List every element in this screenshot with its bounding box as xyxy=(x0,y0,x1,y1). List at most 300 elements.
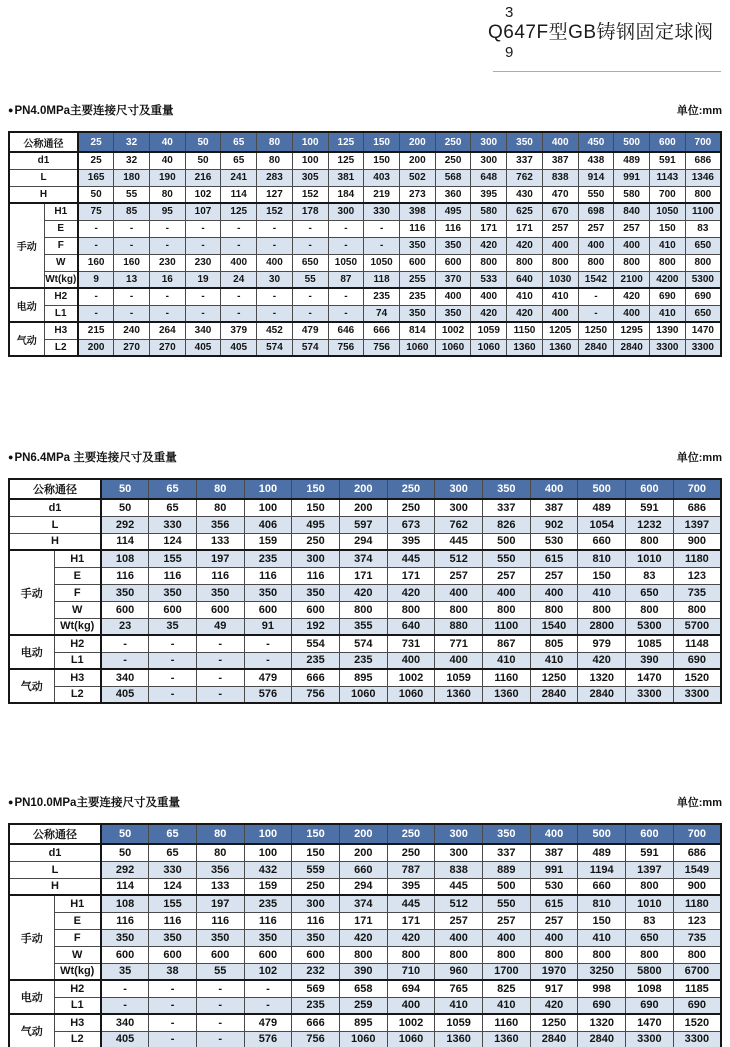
row-label: H1 xyxy=(54,550,101,567)
table-cell: - xyxy=(292,288,328,305)
table-cell: 400 xyxy=(435,584,483,601)
table-cell: 800 xyxy=(578,601,626,618)
table-host xyxy=(8,131,722,357)
table-cell: 55 xyxy=(292,271,328,288)
table-cell: 400 xyxy=(435,288,471,305)
table-cell: 257 xyxy=(435,567,483,584)
table-cell: 398 xyxy=(399,203,435,220)
table-cell: 1295 xyxy=(614,322,650,339)
table-cell: 554 xyxy=(292,635,340,652)
table-cell: - xyxy=(328,237,364,254)
table-cell: 65 xyxy=(149,844,197,861)
table-cell: 155 xyxy=(149,895,197,912)
table-row xyxy=(9,254,721,271)
table-cell: 889 xyxy=(483,861,531,878)
table-cell: 305 xyxy=(292,169,328,186)
table-cell: 1205 xyxy=(542,322,578,339)
table-cell: 600 xyxy=(149,601,197,618)
spec-table-pn4-0mpa xyxy=(8,131,722,357)
table-cell: 150 xyxy=(650,220,686,237)
table-cell: 800 xyxy=(530,601,578,618)
table-cell: 9 xyxy=(78,271,114,288)
table-cell: 5800 xyxy=(626,963,674,980)
table-cell: 65 xyxy=(221,152,257,169)
table-cell: 3300 xyxy=(673,686,721,703)
row-label: E xyxy=(54,912,101,929)
table-cell: 787 xyxy=(387,861,435,878)
table-cell: 902 xyxy=(530,516,578,533)
dn-column-header: 250 xyxy=(387,479,435,499)
table-cell: 420 xyxy=(471,237,507,254)
table-cell: 576 xyxy=(244,1031,292,1047)
table-cell: - xyxy=(196,1031,244,1047)
table-cell: - xyxy=(78,288,114,305)
table-cell: 800 xyxy=(578,946,626,963)
table-cell: - xyxy=(244,652,292,669)
table-cell: 16 xyxy=(149,271,185,288)
table-host xyxy=(8,478,722,704)
table-cell: - xyxy=(221,220,257,237)
table-cell: 479 xyxy=(292,322,328,339)
table-cell: 116 xyxy=(149,567,197,584)
table-cell: 420 xyxy=(614,288,650,305)
table-cell: 235 xyxy=(339,652,387,669)
table-cell: - xyxy=(221,237,257,254)
table-cell: 337 xyxy=(483,499,531,516)
table-cell: 294 xyxy=(339,878,387,895)
table-cell: 410 xyxy=(650,305,686,322)
table-cell: 1160 xyxy=(483,1014,531,1031)
table-cell: 1520 xyxy=(673,669,721,686)
table-header-row xyxy=(9,132,721,152)
table-cell: 50 xyxy=(101,499,149,516)
table-cell: 257 xyxy=(530,912,578,929)
table-cell: 171 xyxy=(387,567,435,584)
table-cell: 116 xyxy=(101,912,149,929)
table-host xyxy=(8,823,722,1047)
table-cell: - xyxy=(149,997,197,1014)
table-cell: 489 xyxy=(614,152,650,169)
table-cell: - xyxy=(364,220,400,237)
section-title-text: PN4.0MPa主要连接尺寸及重量 xyxy=(14,105,174,117)
table-cell: 580 xyxy=(471,203,507,220)
table-cell: 270 xyxy=(114,339,150,356)
table-cell: 690 xyxy=(578,997,626,1014)
table-cell: - xyxy=(101,980,149,997)
table-cell: 591 xyxy=(650,152,686,169)
table-cell: 694 xyxy=(387,980,435,997)
table-cell: 615 xyxy=(530,550,578,567)
table-cell: 114 xyxy=(101,533,149,550)
table-cell: 2840 xyxy=(578,686,626,703)
table-cell: 152 xyxy=(292,186,328,203)
table-cell: - xyxy=(196,1014,244,1031)
table-cell: 432 xyxy=(244,861,292,878)
row-label: W xyxy=(54,601,101,618)
dn-column-header: 500 xyxy=(614,132,650,152)
table-cell: - xyxy=(221,305,257,322)
table-cell: 264 xyxy=(149,322,185,339)
table-cell: 200 xyxy=(78,339,114,356)
table-cell: 800 xyxy=(483,601,531,618)
table-cell: 257 xyxy=(614,220,650,237)
table-row xyxy=(9,237,721,254)
table-cell: 400 xyxy=(221,254,257,271)
table-cell: 55 xyxy=(114,186,150,203)
table-cell: 1002 xyxy=(387,1014,435,1031)
table-cell: 710 xyxy=(387,963,435,980)
table-cell: 100 xyxy=(244,499,292,516)
table-cell: - xyxy=(114,288,150,305)
table-cell: 568 xyxy=(435,169,471,186)
table-cell: 800 xyxy=(471,254,507,271)
table-cell: 259 xyxy=(339,997,387,1014)
table-cell: 374 xyxy=(339,895,387,912)
table-cell: 1054 xyxy=(578,516,626,533)
table-cell: 1002 xyxy=(387,669,435,686)
table-cell: 660 xyxy=(578,533,626,550)
table-cell: 159 xyxy=(244,533,292,550)
table-cell: 35 xyxy=(101,963,149,980)
table-cell: 489 xyxy=(578,844,626,861)
table-row xyxy=(9,567,721,584)
table-cell: 255 xyxy=(399,271,435,288)
table-row xyxy=(9,499,721,516)
row-label: H1 xyxy=(54,895,101,912)
group-label: 气动 xyxy=(9,669,54,703)
section-title xyxy=(8,102,174,118)
dn-column-header: 700 xyxy=(685,132,721,152)
row-label: W xyxy=(54,946,101,963)
table-cell: 116 xyxy=(101,567,149,584)
table-cell: 235 xyxy=(364,288,400,305)
table-cell: 270 xyxy=(149,339,185,356)
table-cell: 387 xyxy=(530,844,578,861)
table-cell: 1250 xyxy=(530,1014,578,1031)
table-cell: 420 xyxy=(507,305,543,322)
table-cell: 100 xyxy=(292,152,328,169)
table-cell: 123 xyxy=(673,567,721,584)
table-cell: 116 xyxy=(149,912,197,929)
table-cell: 337 xyxy=(507,152,543,169)
table-cell: 756 xyxy=(292,1031,340,1047)
table-cell: 400 xyxy=(614,237,650,254)
table-cell: 814 xyxy=(399,322,435,339)
table-cell: 800 xyxy=(530,946,578,963)
table-row xyxy=(9,271,721,288)
table-cell: 257 xyxy=(435,912,483,929)
table-cell: 686 xyxy=(685,152,721,169)
table-cell: 356 xyxy=(196,861,244,878)
table-cell: 350 xyxy=(149,929,197,946)
table-cell: 3300 xyxy=(626,1031,674,1047)
table-cell: 420 xyxy=(530,997,578,1014)
table-cell: 1010 xyxy=(626,895,674,912)
page-number-bottom: 9 xyxy=(505,44,514,61)
table-cell: 292 xyxy=(101,861,149,878)
bullet-icon: ● xyxy=(8,105,14,115)
table-cell: 80 xyxy=(196,844,244,861)
table-cell: 5300 xyxy=(626,618,674,635)
table-cell: - xyxy=(149,1014,197,1031)
table-cell: 1060 xyxy=(387,1031,435,1047)
dn-column-header: 600 xyxy=(650,132,686,152)
page-number-top: 3 xyxy=(505,4,514,21)
table-cell: 250 xyxy=(387,844,435,861)
table-cell: 686 xyxy=(673,844,721,861)
table-cell: 190 xyxy=(149,169,185,186)
table-cell: 75 xyxy=(78,203,114,220)
row-label: d1 xyxy=(9,499,101,516)
table-cell: 171 xyxy=(507,220,543,237)
table-cell: 805 xyxy=(530,635,578,652)
table-cell: 300 xyxy=(328,203,364,220)
table-row xyxy=(9,912,721,929)
table-cell: 800 xyxy=(626,878,674,895)
table-cell: - xyxy=(578,305,614,322)
row-label: L xyxy=(9,169,78,186)
table-row xyxy=(9,997,721,1014)
table-cell: - xyxy=(78,237,114,254)
table-cell: 800 xyxy=(435,601,483,618)
table-cell: 533 xyxy=(471,271,507,288)
table-cell: - xyxy=(185,237,221,254)
table-cell: 2840 xyxy=(578,1031,626,1047)
table-cell: 650 xyxy=(292,254,328,271)
table-row xyxy=(9,686,721,703)
table-cell: 640 xyxy=(507,271,543,288)
row-label: L xyxy=(9,516,101,533)
table-cell: 250 xyxy=(292,533,340,550)
table-cell: 762 xyxy=(507,169,543,186)
table-cell: 1320 xyxy=(578,1014,626,1031)
table-cell: 219 xyxy=(364,186,400,203)
table-cell: 800 xyxy=(387,601,435,618)
table-cell: - xyxy=(196,997,244,1014)
table-cell: - xyxy=(101,997,149,1014)
table-cell: 65 xyxy=(149,499,197,516)
table-cell: 512 xyxy=(435,550,483,567)
table-cell: 387 xyxy=(530,499,578,516)
dn-column-header: 500 xyxy=(578,479,626,499)
table-cell: 40 xyxy=(149,152,185,169)
table-header-row xyxy=(9,479,721,499)
table-cell: 360 xyxy=(435,186,471,203)
table-cell: 1059 xyxy=(435,669,483,686)
table-row xyxy=(9,652,721,669)
table-cell: 495 xyxy=(435,203,471,220)
table-cell: 108 xyxy=(101,895,149,912)
table-row xyxy=(9,844,721,861)
table-cell: 1520 xyxy=(673,1014,721,1031)
table-cell: 118 xyxy=(364,271,400,288)
table-cell: 300 xyxy=(435,844,483,861)
table-cell: 1060 xyxy=(435,339,471,356)
table-cell: 152 xyxy=(257,203,293,220)
table-row xyxy=(9,584,721,601)
table-row xyxy=(9,220,721,237)
table-cell: - xyxy=(149,686,197,703)
bullet-icon: ● xyxy=(8,797,14,807)
table-cell: 452 xyxy=(257,322,293,339)
table-cell: 800 xyxy=(685,186,721,203)
table-cell: 374 xyxy=(339,550,387,567)
section-pn4-0mpa xyxy=(8,104,722,357)
table-cell: 35 xyxy=(149,618,197,635)
table-cell: 85 xyxy=(114,203,150,220)
table-row xyxy=(9,878,721,895)
table-cell: 660 xyxy=(339,861,387,878)
table-cell: - xyxy=(101,652,149,669)
table-cell: 200 xyxy=(339,499,387,516)
dn-column-header: 150 xyxy=(292,479,340,499)
table-cell: 1360 xyxy=(483,1031,531,1047)
table-cell: 640 xyxy=(387,618,435,635)
table-cell: 350 xyxy=(399,305,435,322)
table-cell: 400 xyxy=(483,929,531,946)
table-cell: 800 xyxy=(626,533,674,550)
page-title: Q647F型GB铸钢固定球阀 xyxy=(488,22,714,43)
table-cell: 400 xyxy=(614,305,650,322)
table-cell: 50 xyxy=(101,844,149,861)
table-cell: 600 xyxy=(244,946,292,963)
table-cell: 1542 xyxy=(578,271,614,288)
corner-header: 公称通径 xyxy=(9,479,101,499)
table-cell: 405 xyxy=(101,1031,149,1047)
table-cell: 410 xyxy=(650,237,686,254)
table-cell: 171 xyxy=(339,567,387,584)
spec-table-pn10-0mpa xyxy=(8,823,722,1047)
table-cell: 512 xyxy=(435,895,483,912)
dn-column-header: 65 xyxy=(149,824,197,844)
table-row xyxy=(9,1014,721,1031)
table-cell: 235 xyxy=(244,895,292,912)
table-cell: 350 xyxy=(292,929,340,946)
table-cell: - xyxy=(364,237,400,254)
table-cell: 979 xyxy=(578,635,626,652)
table-cell: 550 xyxy=(483,895,531,912)
table-row xyxy=(9,1031,721,1047)
table-cell: 300 xyxy=(435,499,483,516)
table-row xyxy=(9,635,721,652)
table-cell: - xyxy=(196,635,244,652)
table-cell: 800 xyxy=(507,254,543,271)
table-cell: 171 xyxy=(471,220,507,237)
table-cell: 597 xyxy=(339,516,387,533)
corner-header: 公称通径 xyxy=(9,132,78,152)
table-cell: 735 xyxy=(673,929,721,946)
table-cell: 410 xyxy=(435,997,483,1014)
table-cell: 250 xyxy=(435,152,471,169)
table-cell: 116 xyxy=(399,220,435,237)
table-cell: 756 xyxy=(292,686,340,703)
row-label: H xyxy=(9,878,101,895)
table-cell: 810 xyxy=(578,895,626,912)
table-cell: 410 xyxy=(542,288,578,305)
table-cell: 406 xyxy=(244,516,292,533)
dn-column-header: 350 xyxy=(483,824,531,844)
table-cell: 159 xyxy=(244,878,292,895)
table-cell: 880 xyxy=(435,618,483,635)
table-cell: 2840 xyxy=(530,1031,578,1047)
table-cell: - xyxy=(196,980,244,997)
dn-column-header: 300 xyxy=(471,132,507,152)
table-cell: - xyxy=(221,288,257,305)
table-cell: 1549 xyxy=(673,861,721,878)
table-cell: 102 xyxy=(185,186,221,203)
table-row xyxy=(9,601,721,618)
table-cell: 800 xyxy=(626,601,674,618)
dn-column-header: 80 xyxy=(196,479,244,499)
table-cell: 2100 xyxy=(614,271,650,288)
table-cell: 5700 xyxy=(673,618,721,635)
table-cell: 4200 xyxy=(650,271,686,288)
table-cell: 116 xyxy=(292,912,340,929)
table-cell: - xyxy=(149,652,197,669)
table-cell: 1360 xyxy=(483,686,531,703)
table-cell: 410 xyxy=(530,652,578,669)
row-label: Wt(kg) xyxy=(54,963,101,980)
table-row xyxy=(9,516,721,533)
table-row xyxy=(9,152,721,169)
table-cell: 235 xyxy=(292,997,340,1014)
dn-column-header: 200 xyxy=(339,479,387,499)
table-cell: - xyxy=(101,635,149,652)
table-cell: 13 xyxy=(114,271,150,288)
table-cell: - xyxy=(114,305,150,322)
table-cell: 1059 xyxy=(435,1014,483,1031)
table-cell: 410 xyxy=(483,997,531,1014)
table-cell: 6700 xyxy=(673,963,721,980)
table-cell: - xyxy=(149,669,197,686)
table-cell: 569 xyxy=(292,980,340,997)
table-cell: 400 xyxy=(483,584,531,601)
table-cell: 600 xyxy=(196,601,244,618)
table-cell: 400 xyxy=(530,929,578,946)
table-cell: 250 xyxy=(292,878,340,895)
table-cell: 200 xyxy=(339,844,387,861)
table-cell: - xyxy=(78,220,114,237)
table-cell: 991 xyxy=(530,861,578,878)
table-cell: 350 xyxy=(435,305,471,322)
table-cell: 838 xyxy=(542,169,578,186)
table-cell: 3300 xyxy=(626,686,674,703)
table-cell: 350 xyxy=(244,929,292,946)
table-cell: 420 xyxy=(339,929,387,946)
row-label: L xyxy=(9,861,101,878)
table-cell: 230 xyxy=(149,254,185,271)
table-cell: 1360 xyxy=(435,1031,483,1047)
table-cell: 257 xyxy=(578,220,614,237)
table-cell: 1185 xyxy=(673,980,721,997)
dn-column-header: 150 xyxy=(292,824,340,844)
table-cell: 257 xyxy=(483,912,531,929)
table-cell: 1397 xyxy=(626,861,674,878)
section-pn6-4mpa xyxy=(8,451,722,704)
table-cell: 87 xyxy=(328,271,364,288)
table-cell: 1180 xyxy=(673,895,721,912)
table-cell: 445 xyxy=(435,878,483,895)
table-cell: - xyxy=(292,237,328,254)
table-cell: 2840 xyxy=(530,686,578,703)
table-cell: 215 xyxy=(78,322,114,339)
table-cell: 387 xyxy=(542,152,578,169)
table-cell: 698 xyxy=(578,203,614,220)
table-cell: 470 xyxy=(542,186,578,203)
table-cell: 771 xyxy=(435,635,483,652)
table-cell: 658 xyxy=(339,980,387,997)
table-cell: 116 xyxy=(292,567,340,584)
